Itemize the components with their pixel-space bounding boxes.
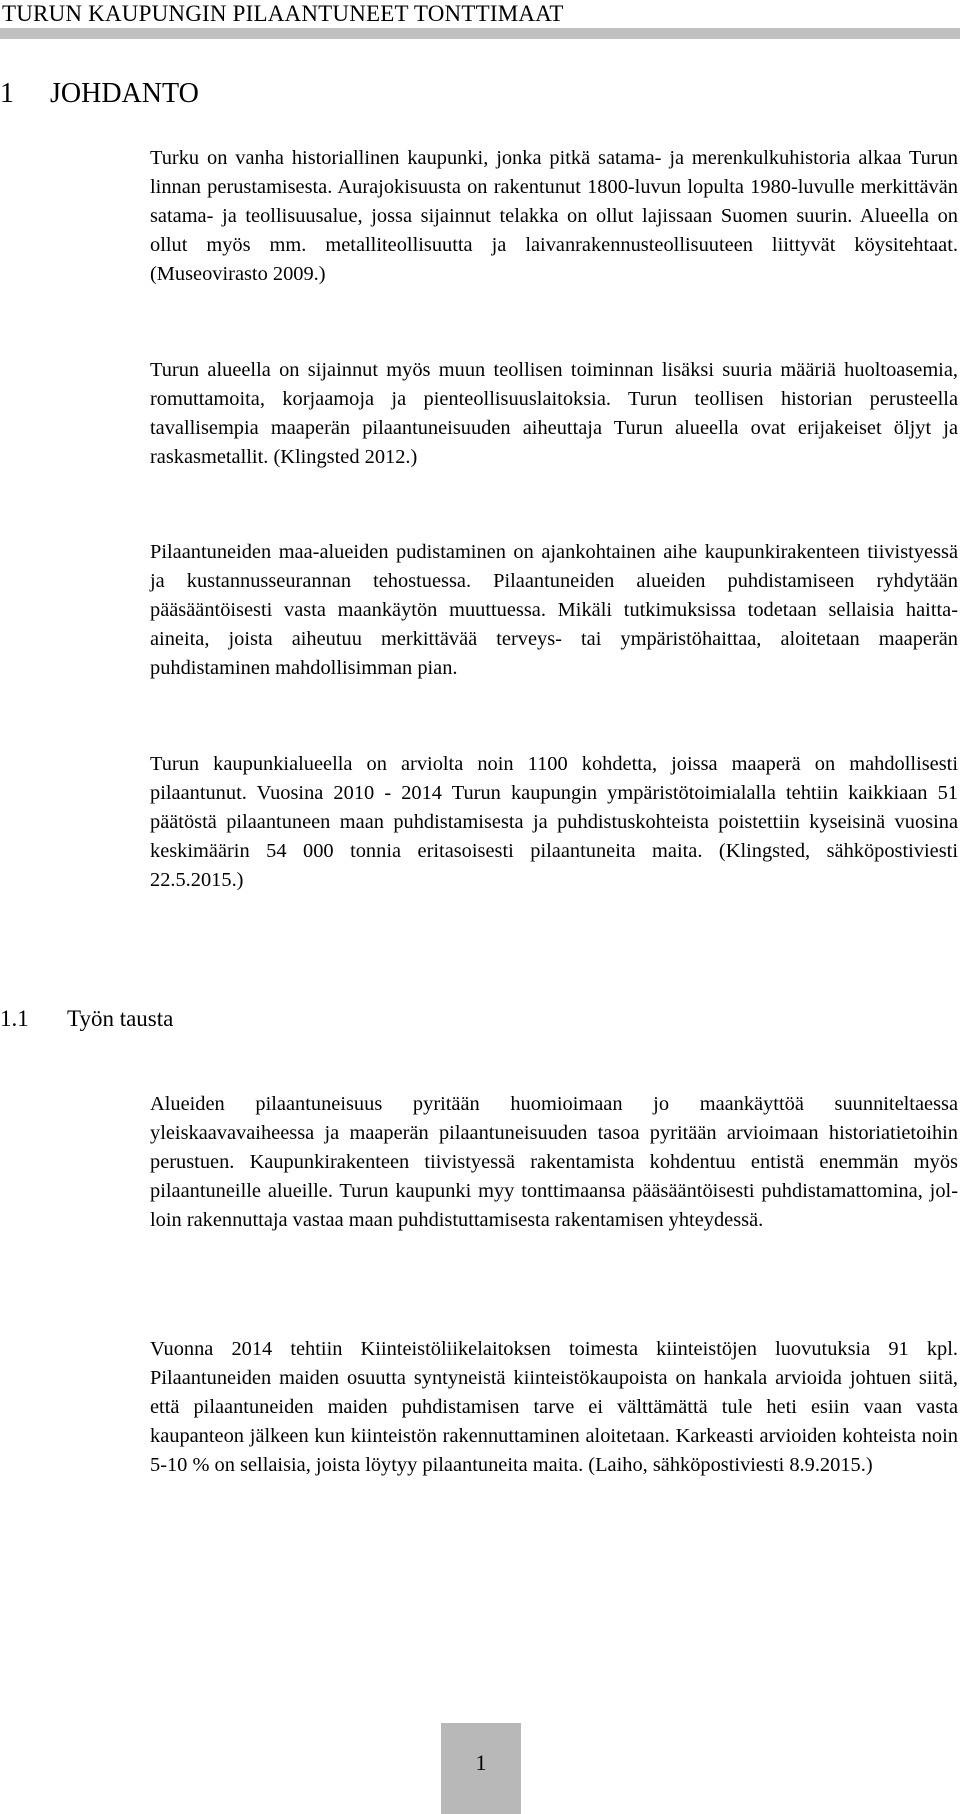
page-header xyxy=(0,0,960,40)
section-number: 1 xyxy=(0,78,14,109)
paragraph: Turun alueella on sijainnut myös muun teollisen toiminnan lisäksi suuria määriä huoltoasemia, romuttamoita, korjaamoja ja pienteollisuuslaitoksia. Turun teollisen historian perusteella tavallisempia maaperän pilaantuneisuuden aiheuttaja Turun alueella ovat erijakeiset öljyt ja raskasmetallit. (Klingsted 2012.) xyxy=(150,359,958,469)
section-heading-johdanto xyxy=(0,78,199,110)
page-number-box xyxy=(441,1723,521,1814)
page-number: 1 xyxy=(475,1750,487,1775)
paragraph: Turun kaupunkialueella on arviolta noin 1100 kohdetta, joissa maaperä on mahdollisesti pilaantunut. Vuosina 2010 - 2014 Turun kaupungin ympäristötoimialalla tehtiin kaikkiaan 51 päätöstä pilaantuneen maan puhdistamisesta ja puhdistuskohteista poistettiin kyseisinä vuosina keskimäärin 54 000 tonnia eritasoisesti pilaantuneita maita. (Klingsted, sähköpostiviesti 22.5.2015.) xyxy=(150,753,958,892)
paragraph: Alueiden pilaantuneisuus pyritään huomioimaan jo maankäyttöä suunniteltaessa yleiskaavavaiheessa ja maaperän pilaantuneisuuden tasoa pyritään arvioimaan historiatietoihin perustuen. Kaupunkirakenteen tiivistyessä rakentamista kohdentuu entistä enemmän myös pilaantuneille alueille. Turun kaupunki myy tonttimaansa pääsääntöisesti puhdistamattomina, jolloin rakennuttaja vastaa maan puhdistuttamisesta rakentamisen yhteydessä. xyxy=(150,1093,958,1232)
subsection-heading-tyon-tausta xyxy=(0,1006,173,1032)
paragraph: Vuonna 2014 tehtiin Kiinteistöliikelaitoksen toimesta kiinteistöjen luovutuksia 91 kpl. Pilaantuneiden maiden osuutta syntyneistä kiinteistökaupoista on hankala arvioida johtuen siitä, että pilaantuneiden maiden puhdistamisen tarve ei välttämättä tule heti esiin vaan vasta kaupanteon jälkeen kun kiinteistön rakennuttaminen aloitetaan. Karkeasti arvioiden kohteista noin 5-10 % on sellaisia, joista löytyy pilaantuneita maita. (Laiho, sähköpostiviesti 8.9.2015.) xyxy=(150,1338,958,1477)
paragraph: Turku on vanha historiallinen kaupunki, jonka pitkä satama- ja merenkulkuhistoria alkaa Turun linnan perustamisesta. Aurajokisuusta on rakentunut 1800-luvun lopulta 1980-luvulle merkittävän satama- ja teollisuusalue, jossa sijainnut telakka on ollut lajissaan Suomen suurin. Alueella on ollut myös mm. metalliteollisuutta ja laivanrakennusteollisuuteen liittyvät köysitehtaat. (Museovirasto 2009.) xyxy=(150,147,958,286)
paragraph: Pilaantuneiden maa-alueiden pudistaminen on ajankohtainen aihe kaupunkirakenteen tiivistyessä ja kustannusseurannan tehostuessa. Pilaantuneiden alueiden puhdistamiseen ryhdytään pääsääntöisesti vasta maankäytön muuttuessa. Mikäli tutkimuksissa todetaan sellaisia haitta-aineita, joista aiheutuu merkittävää terveys- tai ympäristöhaittaa, aloitetaan maaperän puhdistaminen mahdollisimman pian. xyxy=(150,541,958,680)
header-rule xyxy=(0,28,960,39)
section-title: JOHDANTO xyxy=(50,78,199,109)
subsection-title: Työn tausta xyxy=(67,1006,174,1031)
subsection-number: 1.1 xyxy=(0,1006,29,1031)
document-title: TURUN KAUPUNGIN PILAANTUNEET TONTTIMAAT xyxy=(2,1,564,26)
